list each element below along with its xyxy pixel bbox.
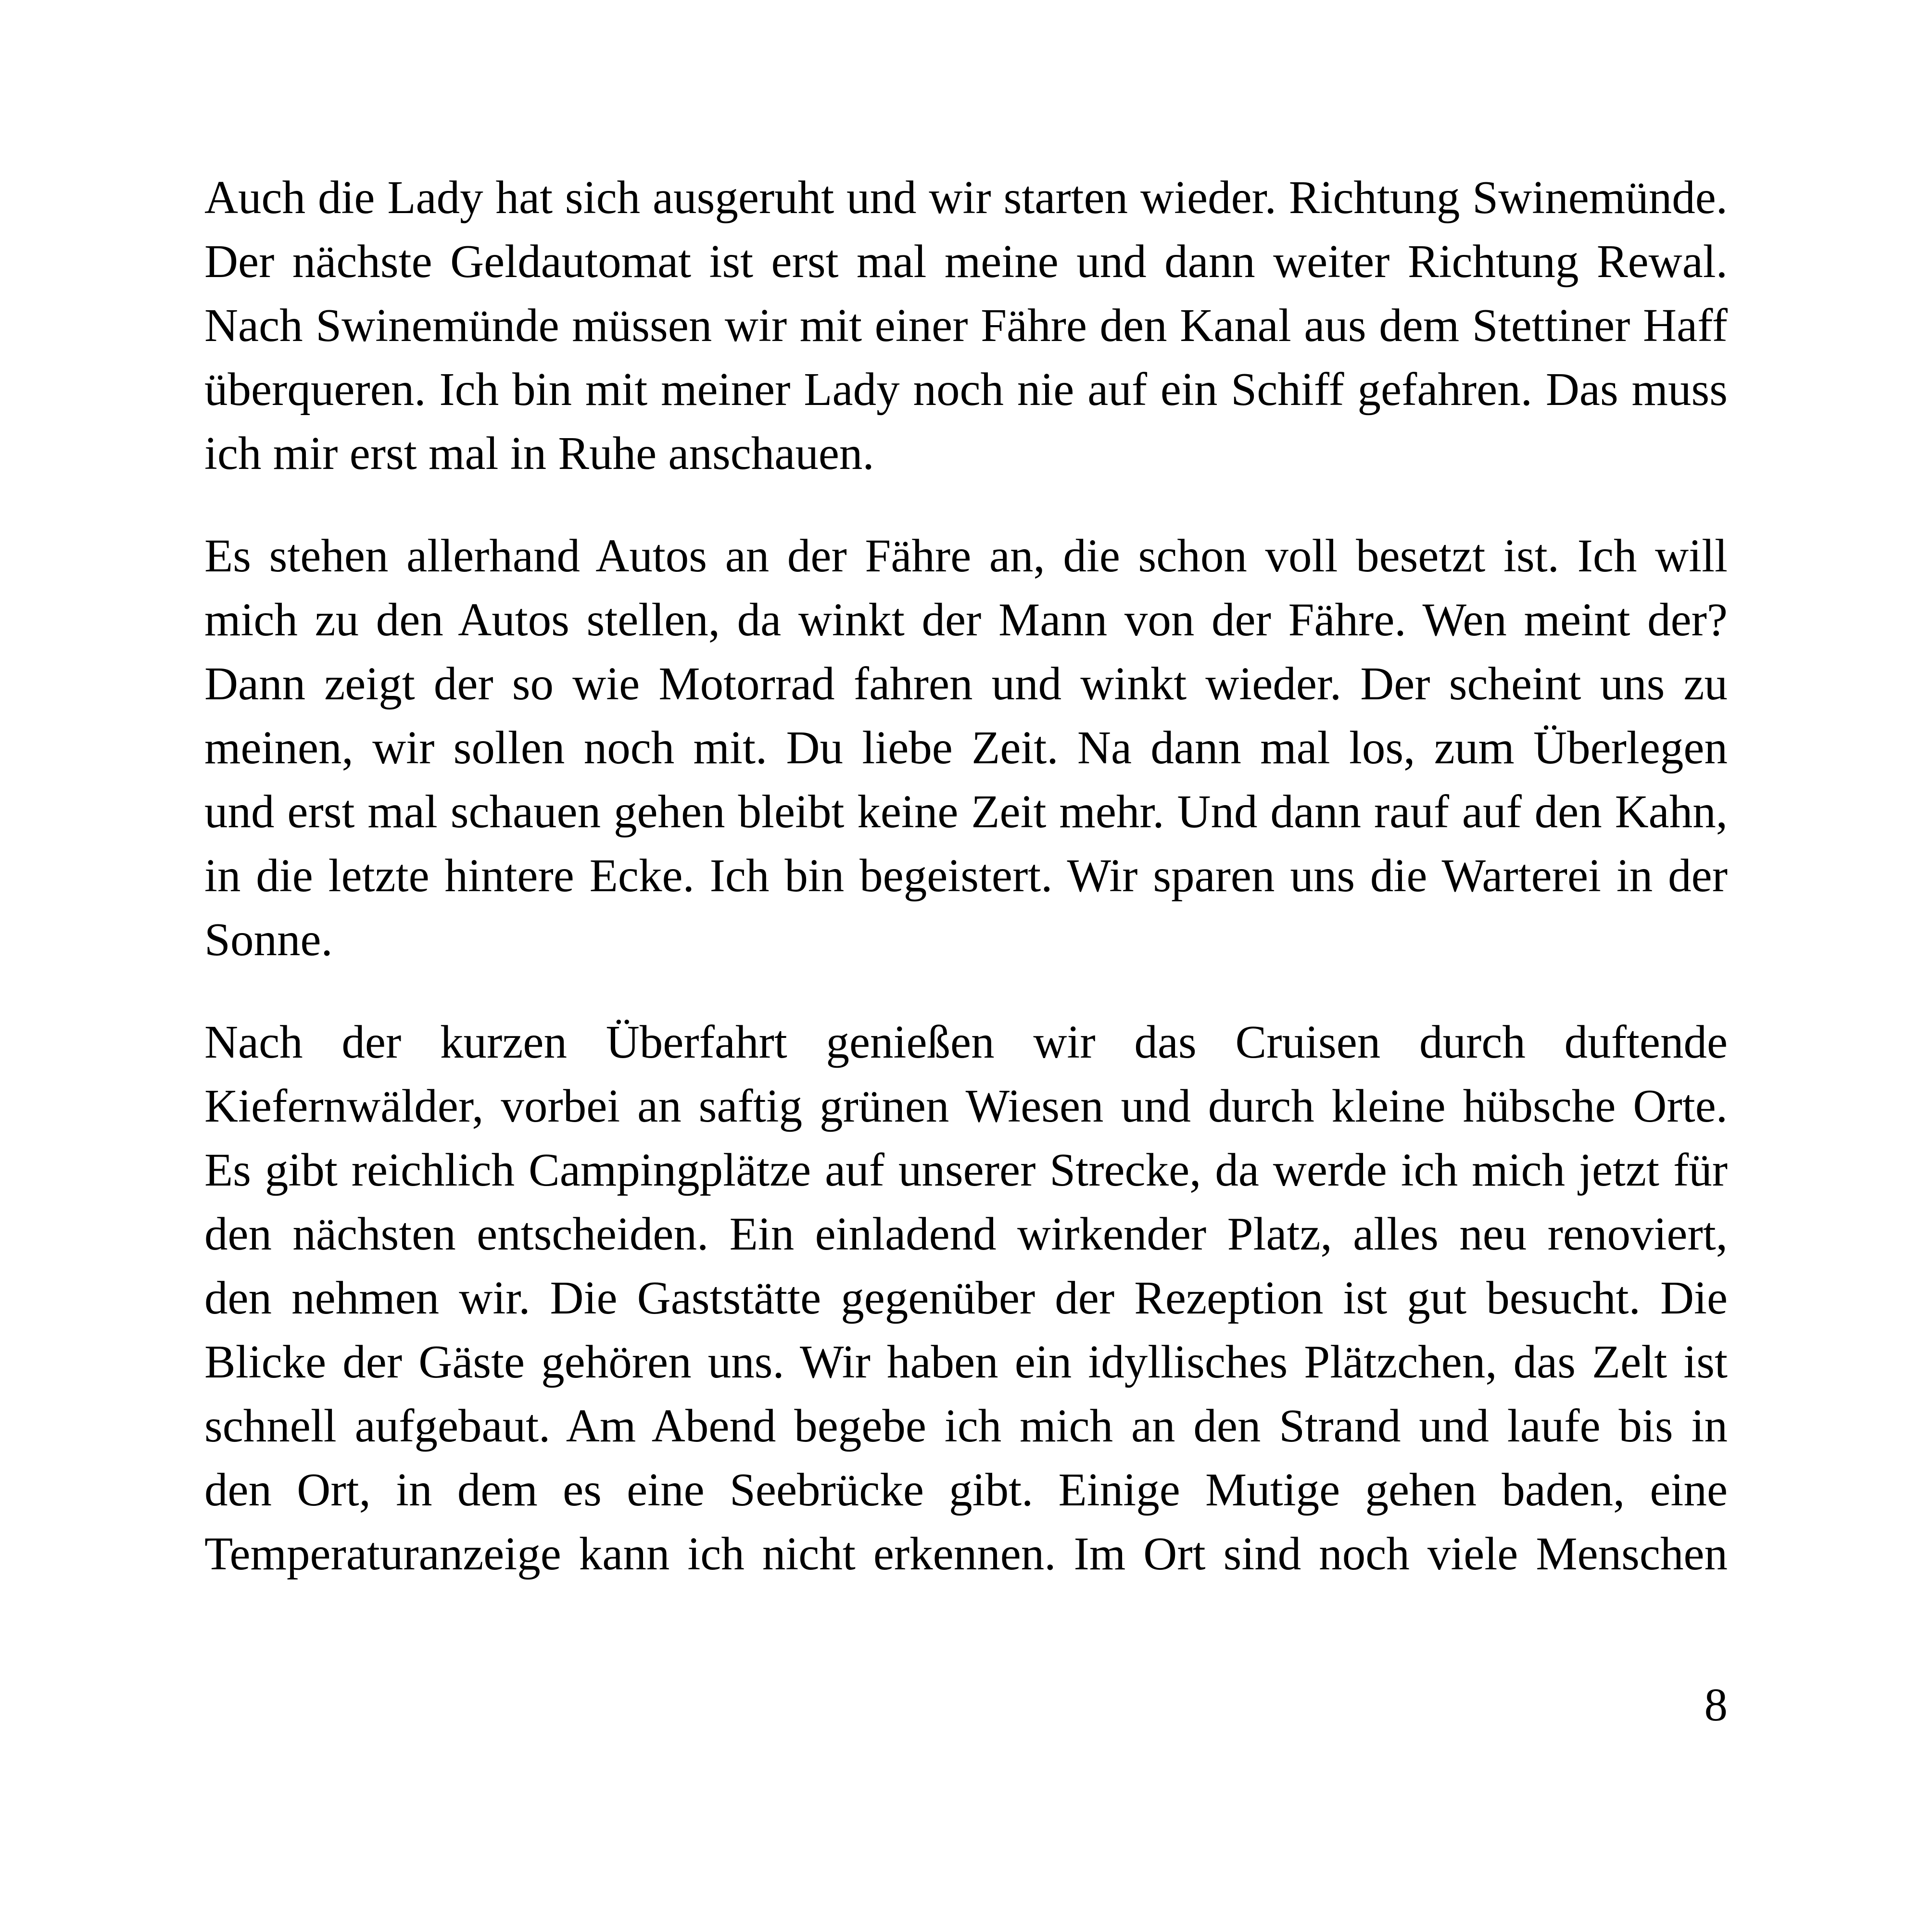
text-line: Blicke der Gäste gehören uns. Wir haben ein idyllisches Plätzchen, das Zelt ist [204,1336,1728,1388]
text-line: Der nächste Geldautomat ist erst mal meine und dann weiter Richtung Rewal. [204,236,1728,287]
text-line: Nach Swinemünde müssen wir mit einer Fähre den Kanal aus dem Stettiner Haff [204,300,1728,351]
text-line: ich mir erst mal in Ruhe anschauen. [204,428,874,479]
text-line: Temperaturanzeige kann ich nicht erkennen. Im Ort sind noch viele Menschen [204,1528,1728,1579]
page-number: 8 [1704,1679,1728,1730]
text-line: meinen, wir sollen noch mit. Du liebe Zeit. Na dann mal los, zum Überlegen [204,722,1728,773]
paragraph [204,165,1728,485]
paragraph [204,1010,1728,1586]
text-line: Kiefernwälder, vorbei an saftig grünen Wiesen und durch kleine hübsche Orte. [204,1080,1728,1132]
text-line: den Ort, in dem es eine Seebrücke gibt. Einige Mutige gehen baden, eine [204,1464,1728,1515]
text-line: Nach der kurzen Überfahrt genießen wir das Cruisen durch duftende [204,1016,1728,1068]
text-line: überqueren. Ich bin mit meiner Lady noch nie auf ein Schiff gefahren. Das muss [204,364,1728,415]
text-line: den nehmen wir. Die Gaststätte gegenüber der Rezeption ist gut besucht. Die [204,1272,1728,1324]
text-line: den nächsten entscheiden. Ein einladend wirkender Platz, alles neu renoviert, [204,1208,1728,1260]
text-line: und erst mal schauen gehen bleibt keine Zeit mehr. Und dann rauf auf den Kahn, [204,786,1728,837]
text-line: Auch die Lady hat sich ausgeruht und wir starten wieder. Richtung Swinemünde. [204,172,1728,223]
text-line: mich zu den Autos stellen, da winkt der Mann von der Fähre. Wen meint der? [204,594,1728,645]
text-line: in die letzte hintere Ecke. Ich bin begeistert. Wir sparen uns die Warterei in der [204,850,1728,901]
text-line: schnell aufgebaut. Am Abend begebe ich mich an den Strand und laufe bis in [204,1400,1728,1452]
text-line: Es gibt reichlich Campingplätze auf unserer Strecke, da werde ich mich jetzt für [204,1144,1728,1196]
text-line: Dann zeigt der so wie Motorrad fahren und winkt wieder. Der scheint uns zu [204,658,1728,709]
text-line: Sonne. [204,914,333,965]
paragraph [204,524,1728,972]
text-line: Es stehen allerhand Autos an der Fähre an, die schon voll besetzt ist. Ich will [204,530,1728,581]
page-body [204,165,1728,1624]
